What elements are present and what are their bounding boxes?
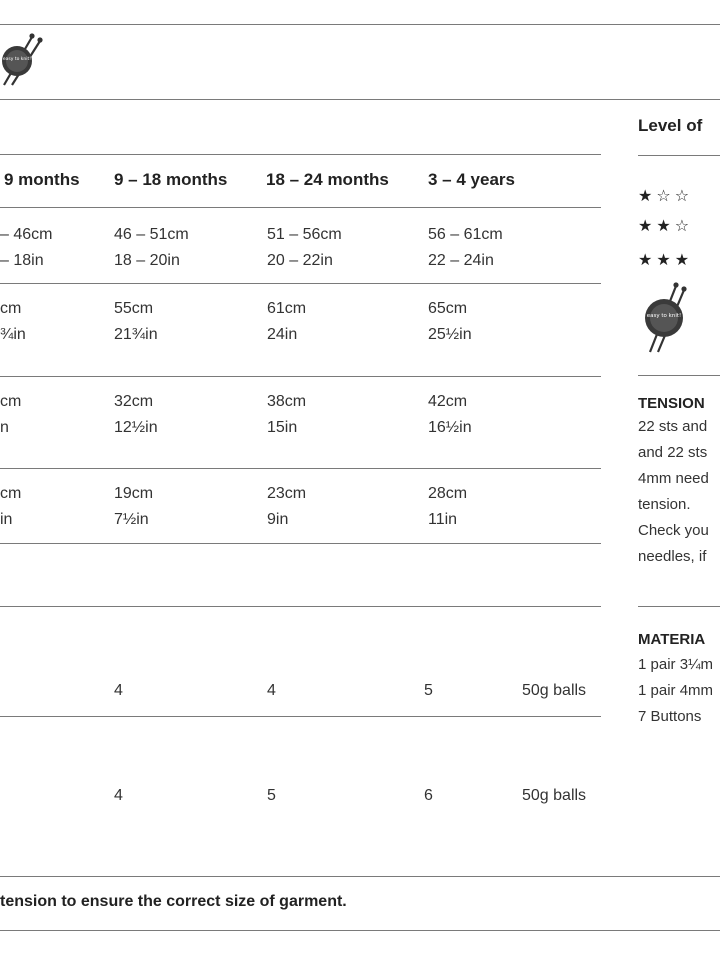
yarn-unit: 50g balls (522, 787, 587, 804)
badge-text: easy to knit! (2, 57, 32, 62)
easy-to-knit-level-icon (642, 282, 688, 354)
yarn-value: 4 (114, 787, 123, 804)
header-bottom-rule (0, 207, 601, 208)
col-header-4: 3 – 4 years (428, 170, 515, 189)
level-title: Level of (638, 116, 703, 135)
materials-heading: MATERIA (638, 631, 706, 648)
tension-text: 22 sts and and 22 sts 4mm need tension. Check you needles, if (638, 418, 709, 565)
table-cell: 42cm 16½in (428, 393, 472, 436)
table-cell: cm n (0, 393, 22, 436)
sidebar-rule (638, 375, 720, 376)
table-cell: 23cm 9in (267, 485, 307, 528)
yarn-unit: 50g balls (522, 682, 587, 699)
sidebar-rule (638, 606, 720, 607)
yarn-value: 6 (424, 787, 433, 804)
yarn-value: 4 (114, 682, 123, 699)
table-cell: 28cm 11in (428, 485, 468, 528)
row-rule (0, 468, 601, 469)
table-cell: 56 – 61cm 22 – 24in (428, 226, 503, 269)
level-3-stars: ★★★ (638, 252, 694, 269)
level-1-stars: ★☆☆ (638, 188, 694, 205)
row-rule (0, 376, 601, 377)
row-rule (0, 283, 601, 284)
badge-text: easy to knit! (646, 313, 682, 319)
tension-heading: TENSION (638, 395, 705, 412)
level-2-stars: ★★☆ (638, 218, 694, 235)
table-top-rule (0, 154, 601, 155)
table-cell: 51 – 56cm 20 – 22in (267, 226, 342, 269)
materials-text: 1 pair 3¼m 1 pair 4mm 7 Buttons (638, 656, 714, 725)
table-cell: – 46cm – 18in (0, 226, 53, 269)
easy-to-knit-badge-icon (0, 33, 46, 89)
yarn-value: 5 (267, 787, 276, 804)
table-cell: 32cm 12½in (114, 393, 158, 436)
col-header-1: 9 months (4, 170, 80, 189)
table-cell: 55cm 21¾in (114, 300, 158, 343)
table-cell: 61cm 24in (267, 300, 307, 343)
table-cell: 65cm 25½in (428, 300, 472, 343)
col-header-3: 18 – 24 months (266, 170, 389, 189)
sidebar-rule (638, 155, 720, 156)
table-cell: 38cm 15in (267, 393, 307, 436)
footer-top-rule (0, 876, 720, 877)
footer-bottom-rule (0, 930, 720, 931)
table-cell: 46 – 51cm 18 – 20in (114, 226, 189, 269)
table-cell: cm ¾in (0, 300, 26, 343)
header-rule (0, 99, 720, 100)
table-cell: 19cm 7½in (114, 485, 154, 528)
yarn-row-rule (0, 716, 601, 717)
footer-note: tension to ensure the correct size of garment. (0, 893, 347, 910)
yarn-value: 5 (424, 682, 433, 699)
table-cell: cm in (0, 485, 22, 528)
yarn-section-rule (0, 606, 601, 607)
row-rule (0, 543, 601, 544)
top-rule (0, 24, 720, 25)
col-header-2: 9 – 18 months (114, 170, 228, 189)
yarn-value: 4 (267, 682, 276, 699)
